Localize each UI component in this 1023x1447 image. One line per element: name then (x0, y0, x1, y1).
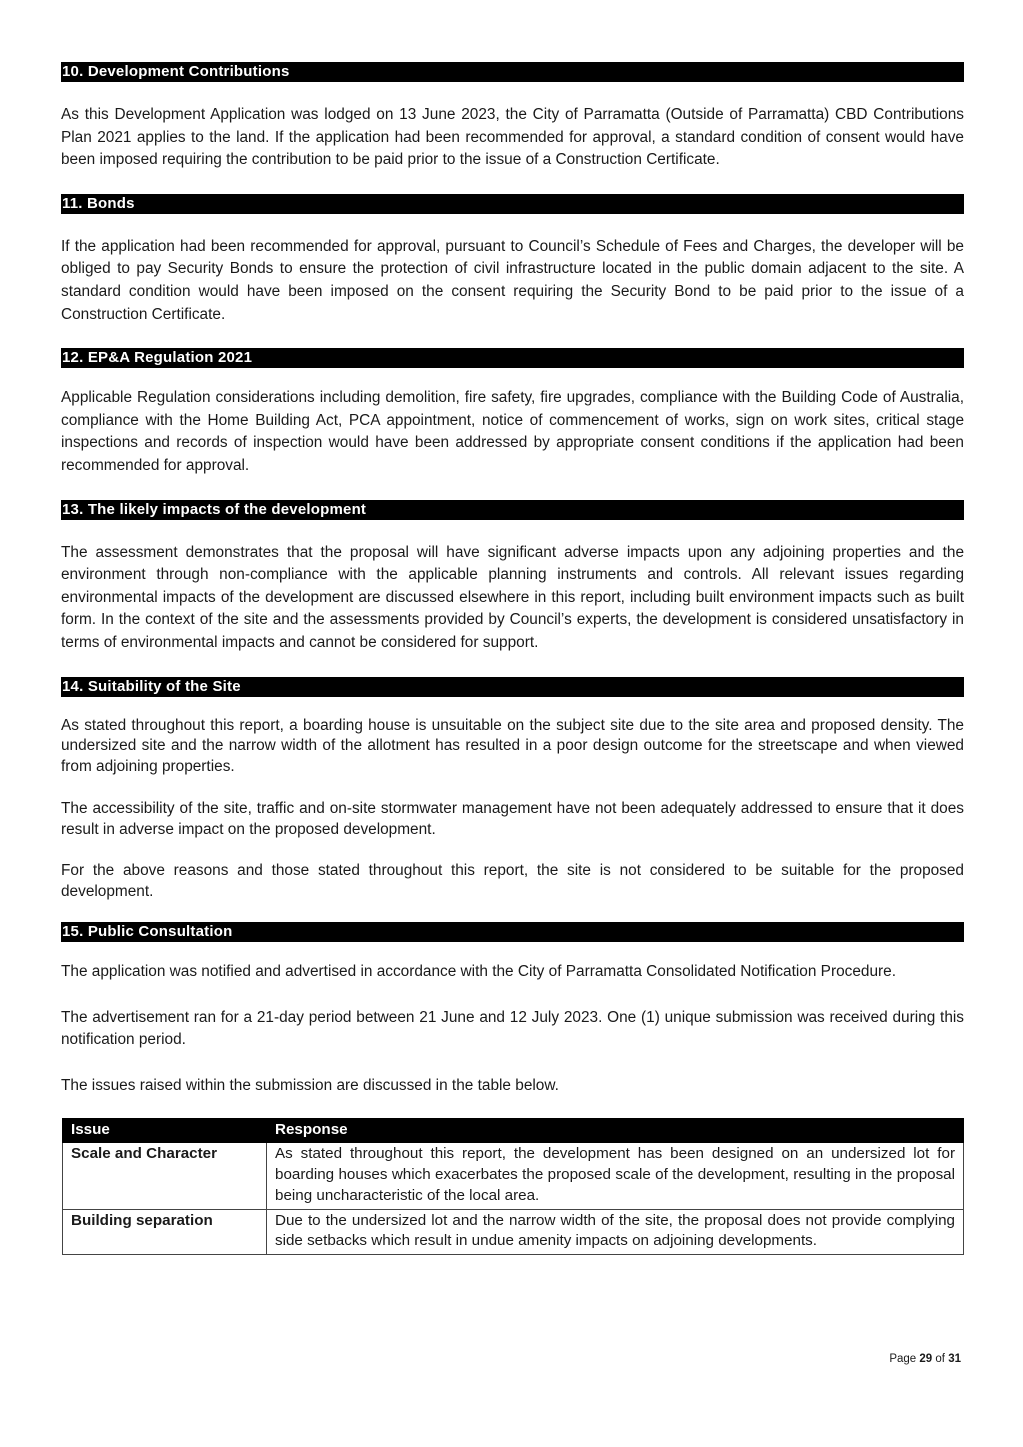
document-page (61, 62, 964, 1255)
paragraph: The assessment demonstrates that the proposal will have significant adverse impacts upon any adjoining properties and the environment through non-compliance with the applicable planning instruments and controls. All relevant issues regarding environmental impacts of the development are discussed elsewhere in this report, including built environment impacts such as built form. In the context of the site and the assessments provided by Council’s experts, the development is considered unsatisfactory in terms of environmental impacts and cannot be considered for support. (61, 543, 964, 651)
section-heading-bonds: 11. Bonds (61, 194, 964, 214)
page-total: 31 (948, 1353, 961, 1365)
response-cell: Due to the undersized lot and the narrow width of the site, the proposal does not provide complying side setbacks which result in undue amenity impacts on adjoining developments. (267, 1209, 964, 1255)
table-row (63, 1209, 964, 1255)
page-current: 29 (919, 1353, 933, 1365)
submission-issues-table (62, 1118, 964, 1255)
section-heading-development-contributions: 10. Development Contributions (61, 62, 964, 82)
paragraph: The accessibility of the site, traffic and on-site stormwater management have not been adequately addressed to ensure that it does result in adverse impact on the proposed development. (61, 799, 964, 838)
paragraph: For the above reasons and those stated throughout this report, the site is not considered to be suitable for the proposed development. (61, 862, 964, 901)
paragraph: The application was notified and advertised in accordance with the City of Parramatta Consolidated Notification Procedure. (61, 963, 896, 981)
issue-cell: Scale and Character (63, 1143, 267, 1209)
response-cell: As stated throughout this report, the development has been designed on an undersized lot for boarding houses which exacerbates the proposed scale of the development, resulting in the proposal being uncharacteristic of the local area. (267, 1143, 964, 1209)
issue-cell: Building separation (63, 1209, 267, 1255)
paragraph: If the application had been recommended for approval, pursuant to Council’s Schedule of Fees and Charges, the developer will be obliged to pay Security Bonds to ensure the protection of civil infrastructure located in the public domain adjacent to the site. A standard condition would have been imposed on the consent requiring the Security Bond to be paid prior to the issue of a Construction Certificate. (61, 237, 964, 323)
paragraph: As stated throughout this report, a boarding house is unsuitable on the subject site due to the site area and proposed density. The undersized site and the narrow width of the allotment has resulted in a poor design outcome for the streetscape and when viewed from adjoining properties. (61, 716, 964, 776)
paragraph: The advertisement ran for a 21-day period between 21 June and 12 July 2023. One (1) unique submission was received during this notification period. (61, 1008, 964, 1049)
page-of: of (935, 1353, 945, 1365)
section-heading-public-consultation: 15. Public Consultation (61, 922, 964, 942)
section-heading-epa-regulation: 12. EP&A Regulation 2021 (61, 348, 964, 368)
paragraph: As this Development Application was lodged on 13 June 2023, the City of Parramatta (Outside of Parramatta) CBD Contributions Plan 2021 applies to the land. If the application had been recommended for approval, a standard condition of consent would have been imposed requiring the contribution to be paid prior to the issue of a Construction Certificate. (61, 106, 964, 169)
table-row (63, 1143, 964, 1209)
table-header-row (63, 1119, 964, 1143)
column-header-issue: Issue (63, 1119, 267, 1143)
section-heading-likely-impacts: 13. The likely impacts of the development (61, 500, 964, 520)
page-label: Page (889, 1353, 917, 1365)
page-number (889, 1353, 961, 1365)
section-heading-suitability-of-site: 14. Suitability of the Site (61, 677, 964, 697)
paragraph: The issues raised within the submission are discussed in the table below. (61, 1076, 559, 1094)
column-header-response: Response (267, 1119, 964, 1143)
paragraph: Applicable Regulation considerations including demolition, fire safety, fire upgrades, compliance with the Building Code of Australia, compliance with the Home Building Act, PCA appointment, notice of commencement of works, sign on work sites, critical stage inspections and records of inspection would have been addressed by appropriate consent conditions if the application had been recommended for approval. (61, 389, 964, 474)
